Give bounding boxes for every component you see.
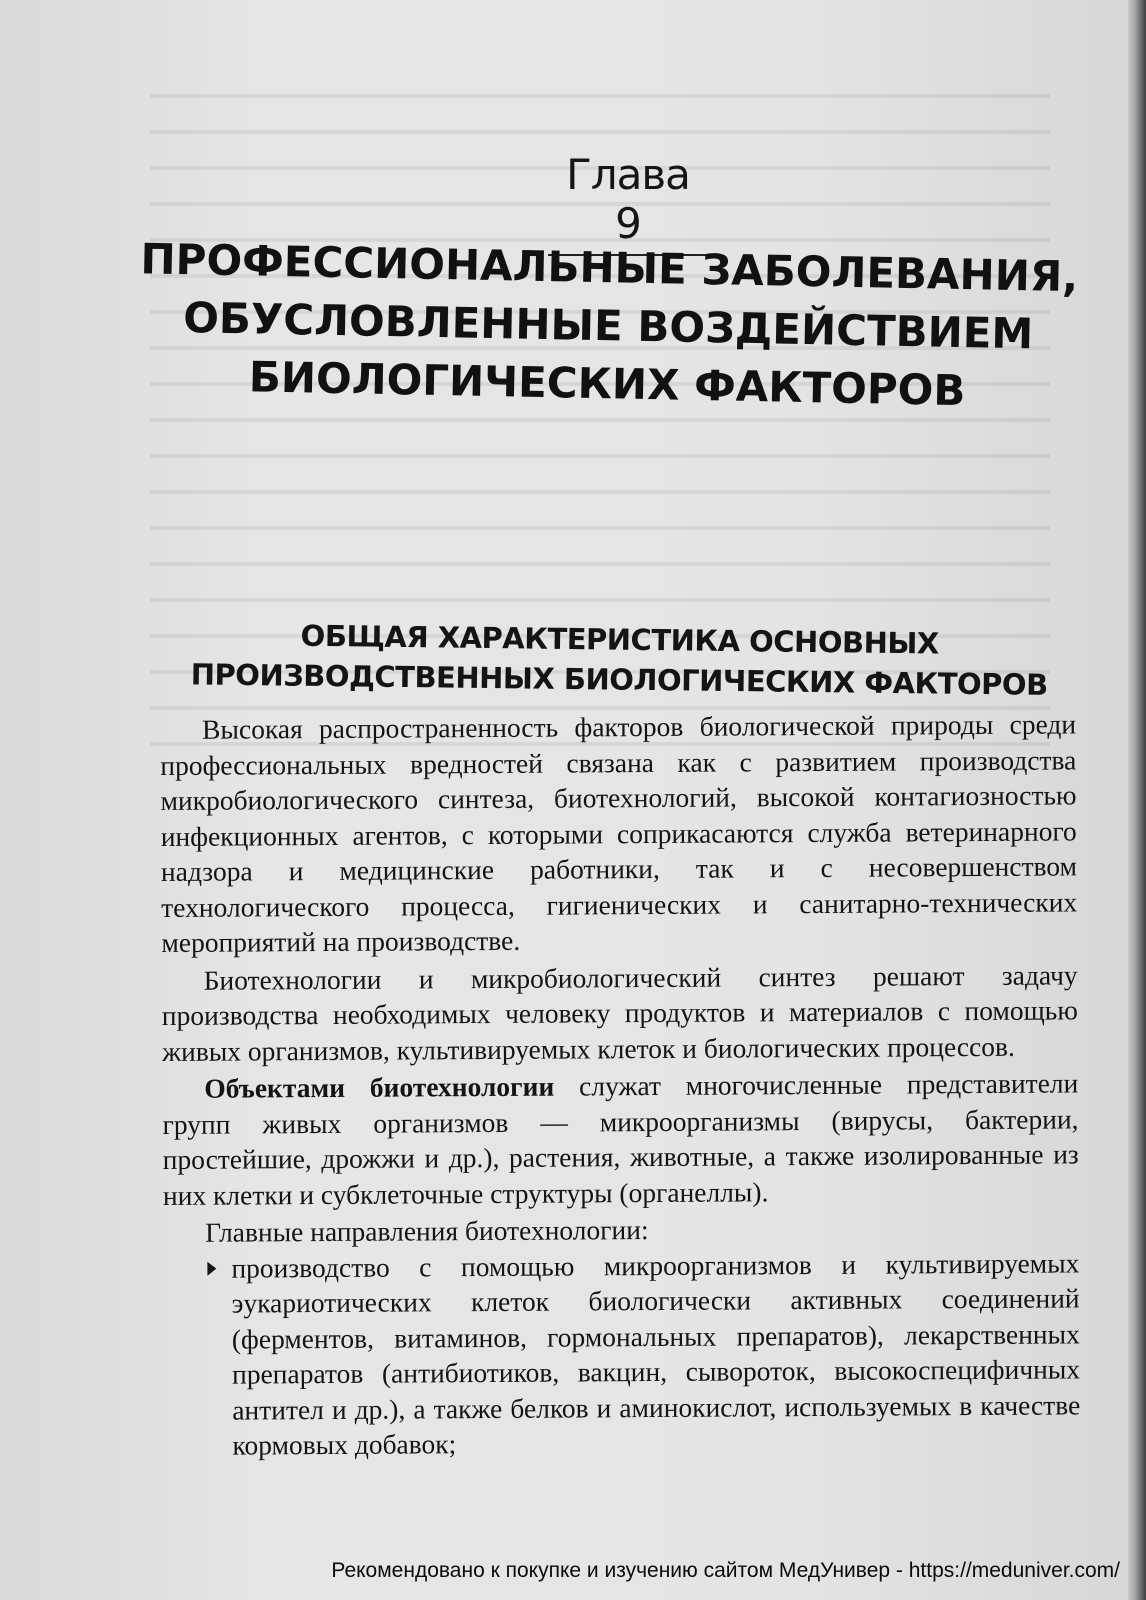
chapter-title-line: ОБУСЛОВЛЕННЫЕ ВОЗДЕЙСТВИЕМ [182, 293, 1034, 359]
list-lead: Главные направления биотехнологии: [205, 1214, 649, 1248]
page-edge-shadow [1128, 0, 1146, 1600]
bold-term: Объектами биотехнологии [204, 1070, 555, 1104]
section-heading-line: ПРОИЗВОДСТВЕННЫХ БИОЛОГИЧЕСКИХ ФАКТОРОВ [190, 657, 1048, 702]
chapter-title-line: ПРОФЕССИОНАЛЬНЫЕ ЗАБОЛЕВАНИЯ, [140, 234, 1079, 302]
list-item-text: производство с помощью микроорганизмов и культивируемых эукариотических клеток биологически активных соединений (ферментов, витаминов, гормональных препаратов), лекарственных препаратов (антибиотиков, вакцин, сывороток, высокоспецифичных антител и др.), а также белков и аминокислот, используемых в качестве кормовых добавок; [231, 1246, 1081, 1461]
body-text [160, 706, 1081, 1463]
paragraph [162, 1065, 1079, 1213]
section-heading [159, 614, 1080, 705]
watermark-footer: Рекомендовано к покупке и изучению сайтом МедУнивер - https://meduniver.com/ [331, 1559, 1120, 1582]
section-heading-line: ОБЩАЯ ХАРАКТЕРИСТИКА ОСНОВНЫХ [300, 618, 939, 661]
paragraph: Высокая распространенность факторов биологической природы среди профессиональных вредностей связана как с развитием производства микробиологического синтеза, биотехнологий, высокой контагиозностью инфекционных агентов, с которыми соприкасаются служба ветеринарного надзора и медицинские работники, так и с несовершенством технологического процесса, гигиенических и санитарно-технических мероприятий на производстве. [160, 708, 1078, 958]
paragraph-text: служат многочисленные представители групп живых организмов — микроорганизмы (вирусы, бактерии, простейшие, дрожжи и др.), растения, животные, а также изолированные из них клетки и субклеточные структуры (органеллы). [162, 1067, 1079, 1211]
bullet-icon [207, 1261, 216, 1275]
list-item [163, 1245, 1080, 1464]
paragraph: Биотехнологии и микробиологический синтез решают задачу производства необходимых человеку продуктов и материалов с помощью живых организмов, культивируемых клеток и биологических процессов. [161, 958, 1078, 1067]
chapter-title [127, 230, 1090, 422]
chapter-title-line: БИОЛОГИЧЕСКИХ ФАКТОРОВ [248, 352, 966, 416]
chapter-number: Глава 9 [548, 150, 708, 256]
